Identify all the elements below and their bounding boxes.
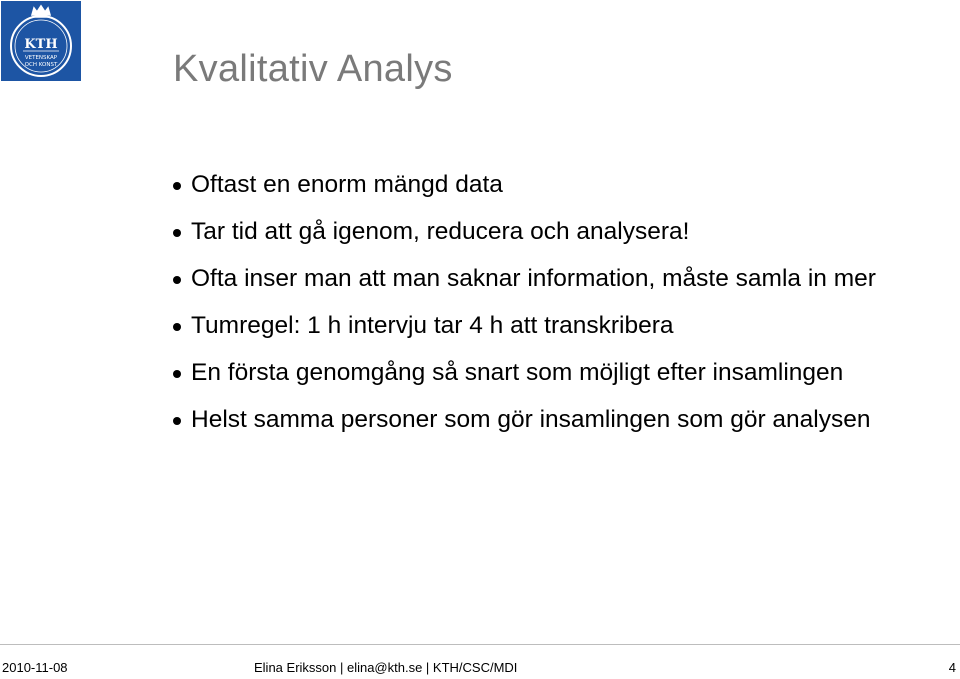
bullet-item bbox=[172, 357, 932, 389]
bullet-item bbox=[172, 216, 932, 248]
bullet-item bbox=[172, 310, 932, 342]
bullet-dot-icon bbox=[173, 417, 181, 425]
footer-date: 2010-11-08 bbox=[2, 660, 68, 675]
slide-title: Kvalitativ Analys bbox=[173, 48, 453, 90]
footer-divider bbox=[0, 644, 960, 645]
bullet-text: Tar tid att gå igenom, reducera och analysera! bbox=[191, 218, 690, 245]
bullet-text: Ofta inser man att man saknar information, måste samla in mer bbox=[191, 265, 876, 292]
page-number: 4 bbox=[948, 660, 956, 675]
bullet-text: Helst samma personer som gör insamlingen som gör analysen bbox=[191, 406, 871, 433]
kth-logo-name: KTH bbox=[24, 37, 58, 52]
bullet-text: Tumregel: 1 h intervju tar 4 h att transkribera bbox=[191, 312, 674, 339]
kth-logo-motto-1: VETENSKAP bbox=[24, 55, 58, 61]
bullet-item bbox=[172, 404, 932, 436]
bullet-dot-icon bbox=[173, 229, 181, 237]
bullet-dot-icon bbox=[173, 182, 181, 190]
bullet-item bbox=[172, 263, 932, 295]
kth-crest-icon bbox=[1, 1, 81, 81]
bullet-dot-icon bbox=[173, 276, 181, 284]
bullet-list bbox=[172, 169, 932, 451]
kth-logo-motto-2: OCH KONST bbox=[24, 62, 58, 68]
bullet-text: En första genomgång så snart som möjligt efter insamlingen bbox=[191, 359, 844, 386]
bullet-dot-icon bbox=[173, 370, 181, 378]
bullet-text: Oftast en enorm mängd data bbox=[191, 171, 503, 198]
bullet-item bbox=[172, 169, 932, 201]
bullet-dot-icon bbox=[173, 323, 181, 331]
kth-logo bbox=[1, 1, 81, 81]
footer-author: Elina Eriksson | elina@kth.se | KTH/CSC/MDI bbox=[254, 660, 518, 675]
